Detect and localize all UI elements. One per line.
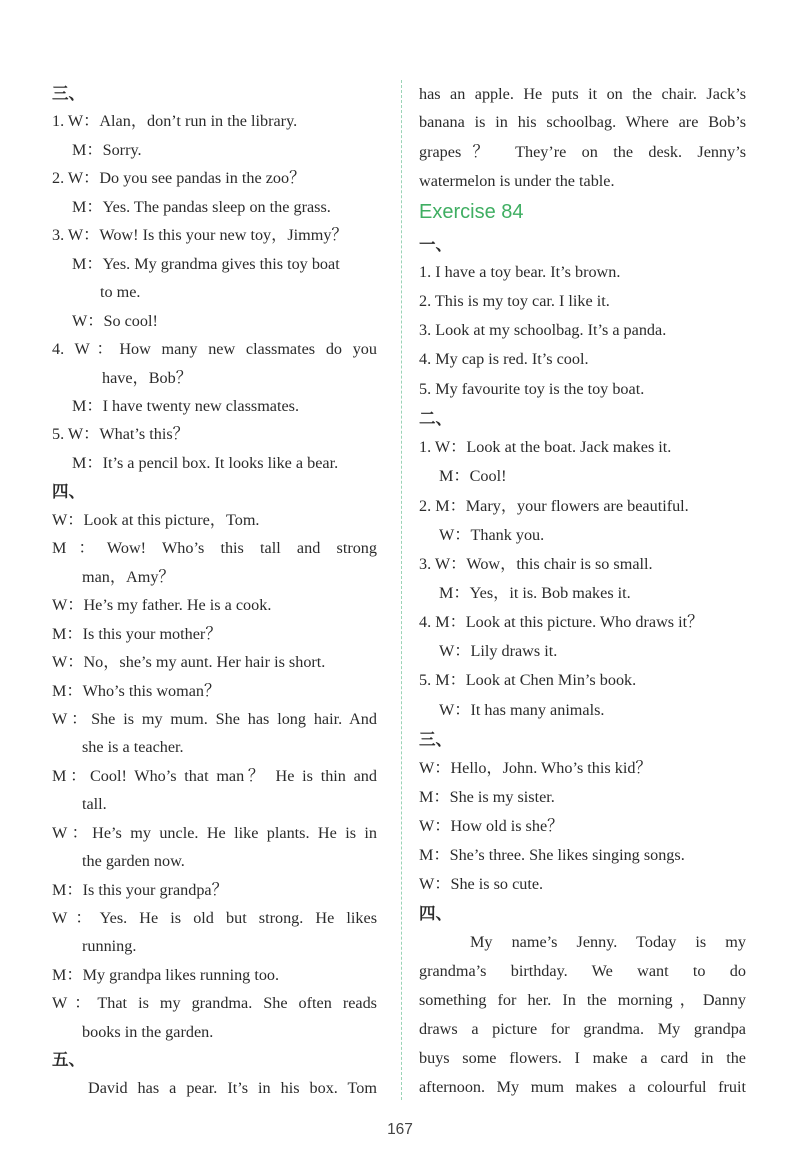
text-line: 5. W：What’s this？	[52, 425, 189, 443]
text-line: 2. M：Mary，your flowers are beautiful.	[419, 497, 689, 515]
text-line: watermelon is under the table.	[419, 172, 615, 190]
text-line: 1. I have a toy bear. It’s brown.	[419, 263, 621, 281]
text-line: grandma’s birthday. We want to do	[419, 962, 746, 980]
text-line: 2. This is my toy car. I like it.	[419, 292, 610, 310]
text-line: W：She is my mum. She has long hair. And	[52, 710, 377, 728]
text-line: W：Thank you.	[439, 526, 545, 544]
text-line: M：I have twenty new classmates.	[72, 397, 300, 415]
text-line: 5. My favourite toy is the toy boat.	[419, 380, 645, 398]
text-line: 5. M：Look at Chen Min’s book.	[419, 671, 637, 689]
section-heading-1: 一、	[419, 235, 452, 254]
text-line: 4. M：Look at this picture. Who draws it？	[419, 613, 704, 631]
exercise-title: Exercise 84	[419, 201, 524, 223]
text-line: W：Yes. He is old but strong. He likes	[52, 909, 377, 927]
text-line: W：So cool!	[72, 312, 158, 330]
text-line: 3. W：Wow! Is this your new toy，Jimmy？	[52, 226, 348, 244]
section-heading-2: 二、	[419, 409, 452, 428]
text-line: W：No，she’s my aunt. Her hair is short.	[52, 653, 326, 671]
text-line: M：Is this your mother？	[52, 625, 222, 643]
text-line: the garden now.	[82, 852, 185, 870]
text-line: W：How old is she？	[419, 817, 564, 835]
column-divider	[401, 80, 402, 1100]
section-heading-5: 五、	[52, 1050, 85, 1069]
text-line: M：Is this your grandpa？	[52, 881, 228, 899]
text-line: buys some flowers. I make a card in the	[419, 1049, 746, 1067]
text-line: running.	[82, 937, 137, 955]
text-line: 3. Look at my schoolbag. It’s a panda.	[419, 321, 667, 339]
text-line: M：She is my sister.	[419, 788, 555, 806]
text-line: to me.	[100, 283, 141, 301]
text-line: M：My grandpa likes running too.	[52, 966, 280, 984]
text-line: M：Cool!	[439, 467, 507, 485]
text-line: W：She is so cute.	[419, 875, 544, 893]
text-line: My name’s Jenny. Today is my	[470, 933, 746, 951]
text-line: M：Yes. My grandma gives this toy boat	[72, 255, 340, 273]
text-line: 1. W：Alan，don’t run in the library.	[52, 112, 298, 130]
text-line: M：Yes，it is. Bob makes it.	[439, 584, 631, 602]
text-line: M：Wow! Who’s this tall and strong	[52, 539, 377, 557]
text-line: tall.	[82, 795, 107, 813]
text-line: David has a pear. It’s in his box. Tom	[88, 1079, 377, 1097]
text-line: W：He’s my father. He is a cook.	[52, 596, 272, 614]
text-line: afternoon. My mum makes a colourful fruit	[419, 1078, 746, 1096]
text-line: she is a teacher.	[82, 738, 184, 756]
text-line: W：Hello，John. Who’s this kid？	[419, 759, 652, 777]
text-line: 4. W：How many new classmates do you	[52, 340, 377, 358]
text-line: books in the garden.	[82, 1023, 214, 1041]
text-line: 1. W：Look at the boat. Jack makes it.	[419, 438, 672, 456]
text-line: M：Cool! Who’s that man？ He is thin and	[52, 767, 377, 785]
section-heading-4: 四、	[52, 482, 85, 501]
text-line: M：Who’s this woman？	[52, 682, 221, 700]
section-heading-3: 三、	[419, 730, 452, 749]
text-line: grapes？ They’re on the desk. Jenny’s	[419, 143, 746, 161]
text-line: W：Look at this picture，Tom.	[52, 511, 260, 529]
text-line: W：He’s my uncle. He like plants. He is in	[52, 824, 377, 842]
text-line: 2. W：Do you see pandas in the zoo？	[52, 169, 306, 187]
text-line: 3. W：Wow，this chair is so small.	[419, 555, 653, 573]
text-line: M：Sorry.	[72, 141, 142, 159]
section-heading-3: 三、	[52, 84, 85, 103]
text-line: have，Bob？	[102, 369, 192, 387]
page-number: 167	[387, 1121, 413, 1138]
text-line: W：Lily draws it.	[439, 642, 558, 660]
text-line: W：That is my grandma. She often reads	[52, 994, 377, 1012]
text-line: draws a picture for grandma. My grandpa	[419, 1020, 746, 1038]
text-line: M：She’s three. She likes singing songs.	[419, 846, 685, 864]
text-line: M：Yes. The pandas sleep on the grass.	[72, 198, 331, 216]
text-line: man，Amy？	[82, 568, 175, 586]
text-line: something for her. In the morning，Danny	[419, 991, 746, 1009]
text-line: W：It has many animals.	[439, 701, 605, 719]
text-line: has an apple. He puts it on the chair. Jack’s	[419, 85, 746, 103]
text-line: 4. My cap is red. It’s cool.	[419, 350, 589, 368]
text-line: banana is in his schoolbag. Where are Bob’s	[419, 113, 746, 131]
text-line: M：It’s a pencil box. It looks like a bear.	[72, 454, 339, 472]
section-heading-4: 四、	[419, 904, 452, 923]
